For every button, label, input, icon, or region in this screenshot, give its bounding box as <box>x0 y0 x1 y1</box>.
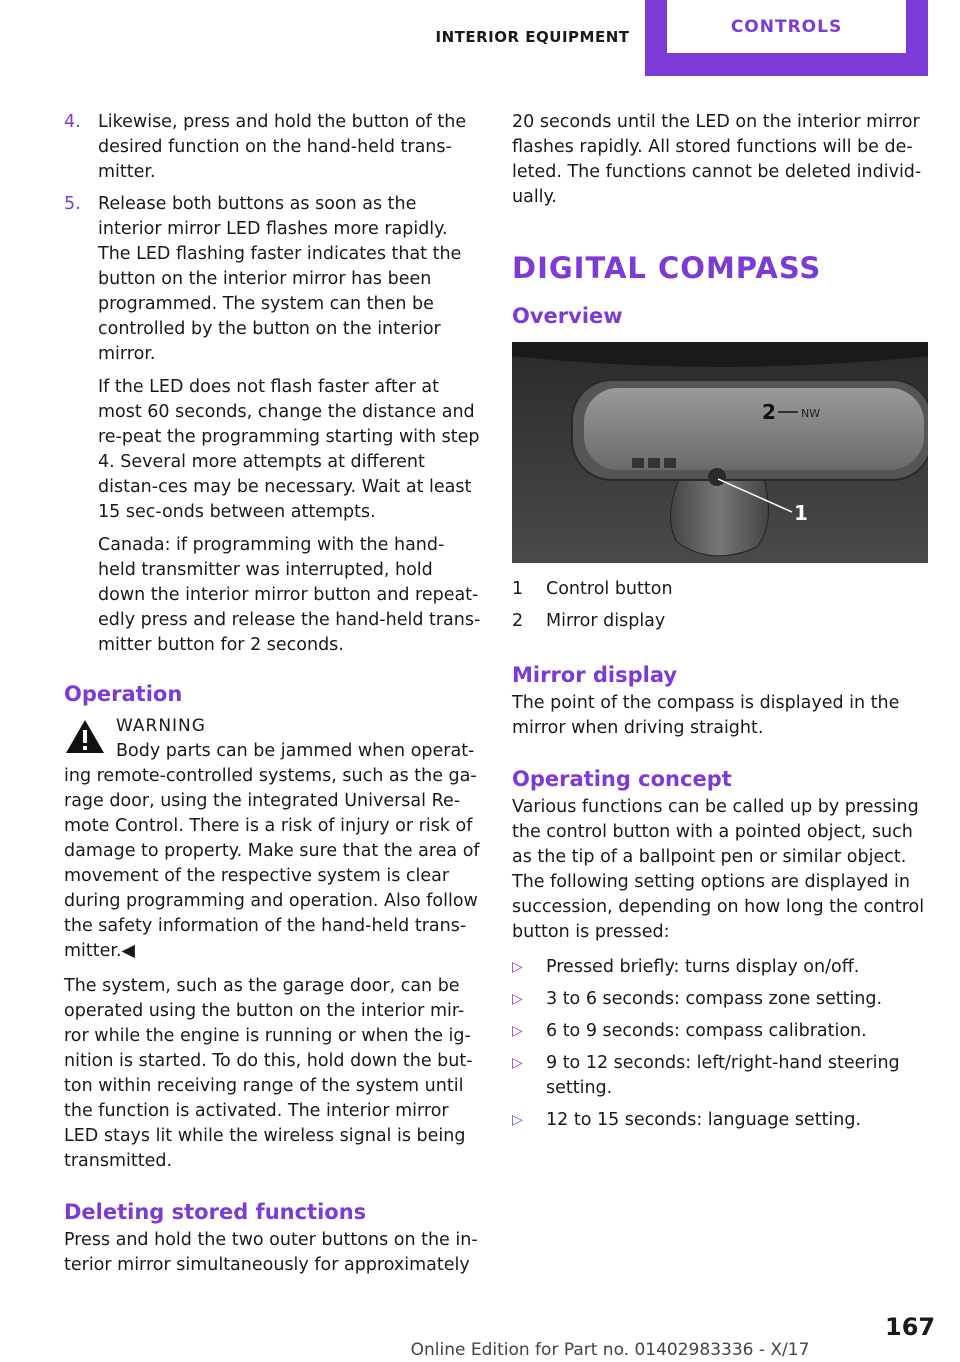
step-number: 4. <box>64 112 81 132</box>
footer-text: Online Edition for Part no. 01402983336 - X/17 <box>410 1340 810 1360</box>
deleting-paragraph-continued: 20 seconds until the LED on the interior mirror flashes rapidly. All stored functions will be de-leted. The functions cannot be deleted individ-ually. <box>512 112 922 207</box>
list-item: ▷ Pressed briefly: turns display on/off. <box>512 955 930 980</box>
legend-text: Mirror display <box>546 611 666 631</box>
operating-concept-text: Various functions can be called up by pressing the control button with a pointed object, such as the tip of a ballpoint pen or similar object. The following setting options are displayed in succession, depending on how long the control button is pressed: <box>512 797 925 942</box>
deleting-paragraph-start: Press and hold the two outer buttons on the in-terior mirror simultaneously for approximately <box>64 1230 478 1275</box>
bullet-triangle-icon: ▷ <box>512 1055 523 1071</box>
step-item <box>64 192 482 658</box>
list-item: ▷ 3 to 6 seconds: compass zone setting. <box>512 987 930 1012</box>
bullet-triangle-icon: ▷ <box>512 991 523 1007</box>
warning-title: WARNING <box>116 716 206 736</box>
legend-text: Control button <box>546 579 673 599</box>
legend-item <box>512 605 930 637</box>
left-column <box>64 110 482 1278</box>
figure-label-1: 1 <box>794 501 808 525</box>
step-text: Release both buttons as soon as the interior mirror LED flashes more rapidly. The LED flashing faster indicates that the button on the interior mirror has been programmed. The system can then be controlled by the button on the interior mirror. <box>98 194 462 364</box>
legend-number: 2 <box>512 611 524 631</box>
compass-heading: DIGITAL COMPASS <box>512 251 822 285</box>
step-number: 5. <box>64 194 81 214</box>
header-tab-label: CONTROLS <box>667 0 906 53</box>
figure-display-text: NW <box>801 407 821 420</box>
warning-icon <box>64 718 106 756</box>
operation-heading: Operation <box>64 682 183 706</box>
list-item: ▷ 9 to 12 seconds: left/right-hand steering setting. <box>512 1051 930 1101</box>
mirror-figure <box>512 342 928 563</box>
warning-block <box>64 714 482 964</box>
page-number: 167 <box>885 1313 936 1341</box>
overview-heading: Overview <box>512 304 623 328</box>
figure-legend <box>512 573 930 637</box>
step-text: If the LED does not flash faster after at most 60 seconds, change the distance and re-peat the programming starting with step 4. Several more attempts at different distan-ces may be necessary. Wait at least 15 sec-onds between attempts. <box>98 377 480 522</box>
right-column <box>512 110 930 1140</box>
warning-text: ing remote-controlled systems, such as the ga-rage door, using the integrated Universal Re-mote Control. There is a risk of injury or risk of damage to property. Make sure that the area of movement of the respective system is clear during programming and operation. Also follow the safety information of the hand-held trans-mitter.◀ <box>64 766 480 961</box>
bullet-triangle-icon: ▷ <box>512 959 523 975</box>
deleting-heading: Deleting stored functions <box>64 1200 367 1224</box>
step-text: Canada: if programming with the hand-held transmitter was interrupted, hold down the interior mirror button and repeat-edly press and release the hand-held trans-mitter button for 2 seconds. <box>98 535 481 655</box>
step-text: Likewise, press and hold the button of the desired function on the hand-held trans-mitter. <box>98 112 467 182</box>
mirror-display-text: The point of the compass is displayed in the mirror when driving straight. <box>512 693 900 738</box>
list-item: ▷ 6 to 9 seconds: compass calibration. <box>512 1019 930 1044</box>
bullet-triangle-icon: ▷ <box>512 1112 523 1128</box>
steps-list <box>64 110 482 658</box>
legend-item <box>512 573 930 605</box>
figure-label-2: 2 <box>762 400 776 424</box>
legend-number: 1 <box>512 579 524 599</box>
mirror-illustration <box>512 342 928 563</box>
header-tab <box>645 0 928 76</box>
header-section-title: INTERIOR EQUIPMENT <box>435 28 630 46</box>
settings-list <box>512 955 930 1133</box>
operating-concept-heading: Operating concept <box>512 767 732 791</box>
list-item: ▷ 12 to 15 seconds: language setting. <box>512 1108 930 1133</box>
operation-paragraph: The system, such as the garage door, can be operated using the button on the interior mir-ror while the engine is running or when the ig-nition is started. To do this, hold down the but-ton within receiving range of the system until the function is activated. The interior mirror LED stays lit while the wireless signal is being transmitted. <box>64 976 473 1171</box>
warning-text-first: Body parts can be jammed when operat- <box>116 741 475 761</box>
mirror-display-heading: Mirror display <box>512 663 678 687</box>
step-item <box>64 110 482 185</box>
bullet-triangle-icon: ▷ <box>512 1023 523 1039</box>
